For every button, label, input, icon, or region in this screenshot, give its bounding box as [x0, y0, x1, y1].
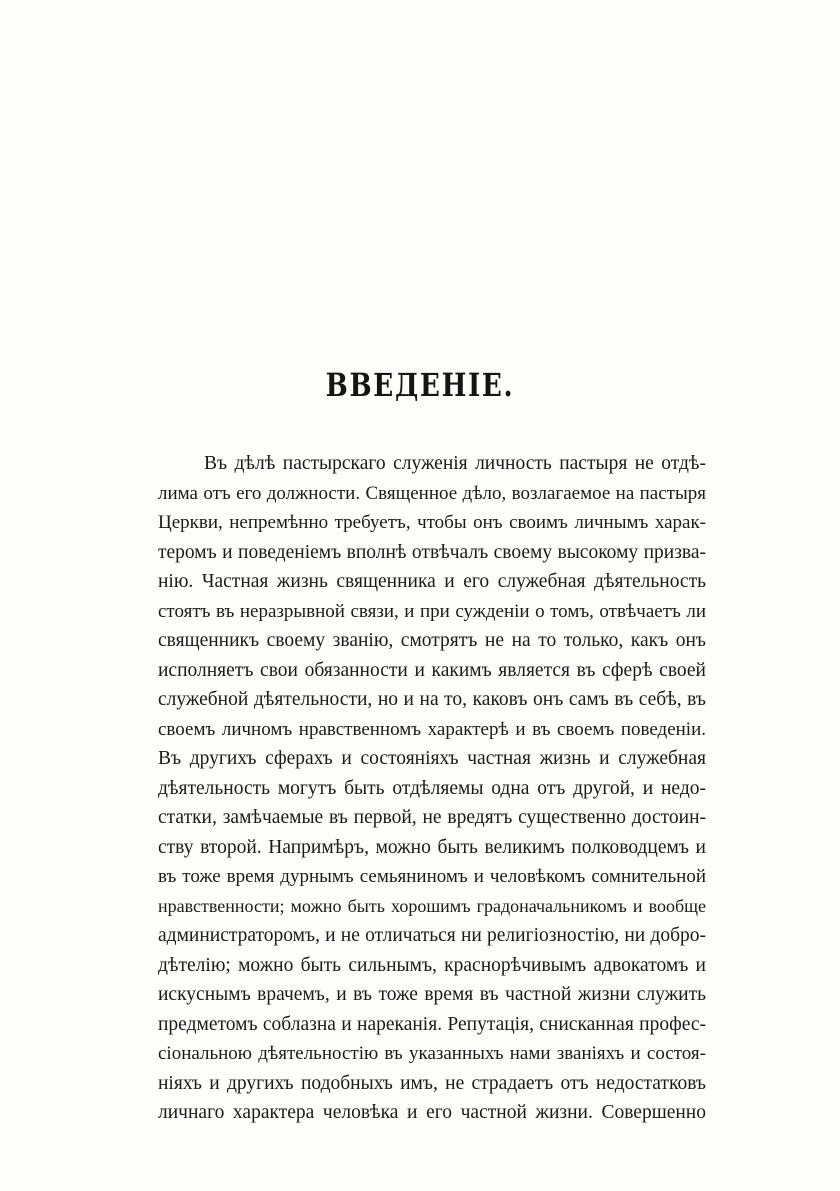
text-line: ніяхъ и другихъ подобныхъ имъ, не страдаетъ отъ недостатковъ — [158, 1072, 706, 1094]
text-line: администраторомъ, и не отличаться ни религіозностію, ни добро- — [158, 925, 706, 946]
text-line: Въ дѣлѣ пастырскаго служенія личность пастыря не отдѣ- — [204, 453, 706, 474]
text-line: въ тоже время дурнымъ семьяниномъ и человѣкомъ сомнительной — [158, 866, 706, 887]
text-line: священникъ своему званію, смотрятъ не на то только, какъ онъ — [158, 630, 706, 651]
text-line: дѣтелію; можно быть сильнымъ, краснорѣчивымъ адвокатомъ и — [158, 954, 706, 976]
text-line: нравственности; можно быть хорошимъ градоначальникомъ и вообще — [158, 895, 706, 916]
text-line: своемъ личномъ нравственномъ характерѣ и въ своемъ поведеніи. — [158, 718, 706, 740]
text-line: исполняетъ свои обязанности и какимъ является въ сферѣ своей — [158, 659, 706, 681]
text-line: ству второй. Напримѣръ, можно быть великимъ полководцемъ и — [158, 836, 706, 858]
text-line: теромъ и поведеніемъ вполнѣ отвѣчалъ своему высокому призва- — [158, 541, 706, 563]
text-line: искуснымъ врачемъ, и въ тоже время въ частной жизни служить — [158, 984, 706, 1005]
text-line: Церкви, непремѣнно требуетъ, чтобы онъ своимъ личнымъ харак- — [158, 512, 706, 533]
text-line: лима отъ его должности. Священное дѣло, возлагаемое на пастыря — [158, 482, 706, 504]
chapter-title: ВВЕДЕНІЕ. — [325, 366, 515, 404]
text-line: статки, замѣчаемые въ первой, не вредятъ существенно достоин- — [158, 807, 706, 828]
text-line: служебной дѣятельности, но и на то, каковъ онъ самъ въ себѣ, въ — [158, 689, 706, 710]
text-line: предметомъ соблазна и нареканія. Репутація, снисканная профес- — [158, 1013, 706, 1035]
text-line: личнаго характера человѣка и его частной жизни. Совершенно — [158, 1102, 706, 1123]
text-line: нію. Частная жизнь священника и его служебная дѣятельность — [158, 571, 706, 592]
text-line: Въ другихъ сферахъ и состояніяхъ частная жизнь и служебная — [158, 748, 706, 769]
text-line: стоятъ въ неразрывной связи, и при сужденіи о томъ, отвѣчаетъ ли — [158, 600, 706, 622]
text-line: сіональною дѣятельностію въ указанныхъ нами званіяхъ и состоя- — [158, 1043, 706, 1064]
body-text — [158, 449, 706, 1128]
text-line: дѣятельность могутъ быть отдѣляемы одна отъ другой, и недо- — [158, 777, 706, 799]
